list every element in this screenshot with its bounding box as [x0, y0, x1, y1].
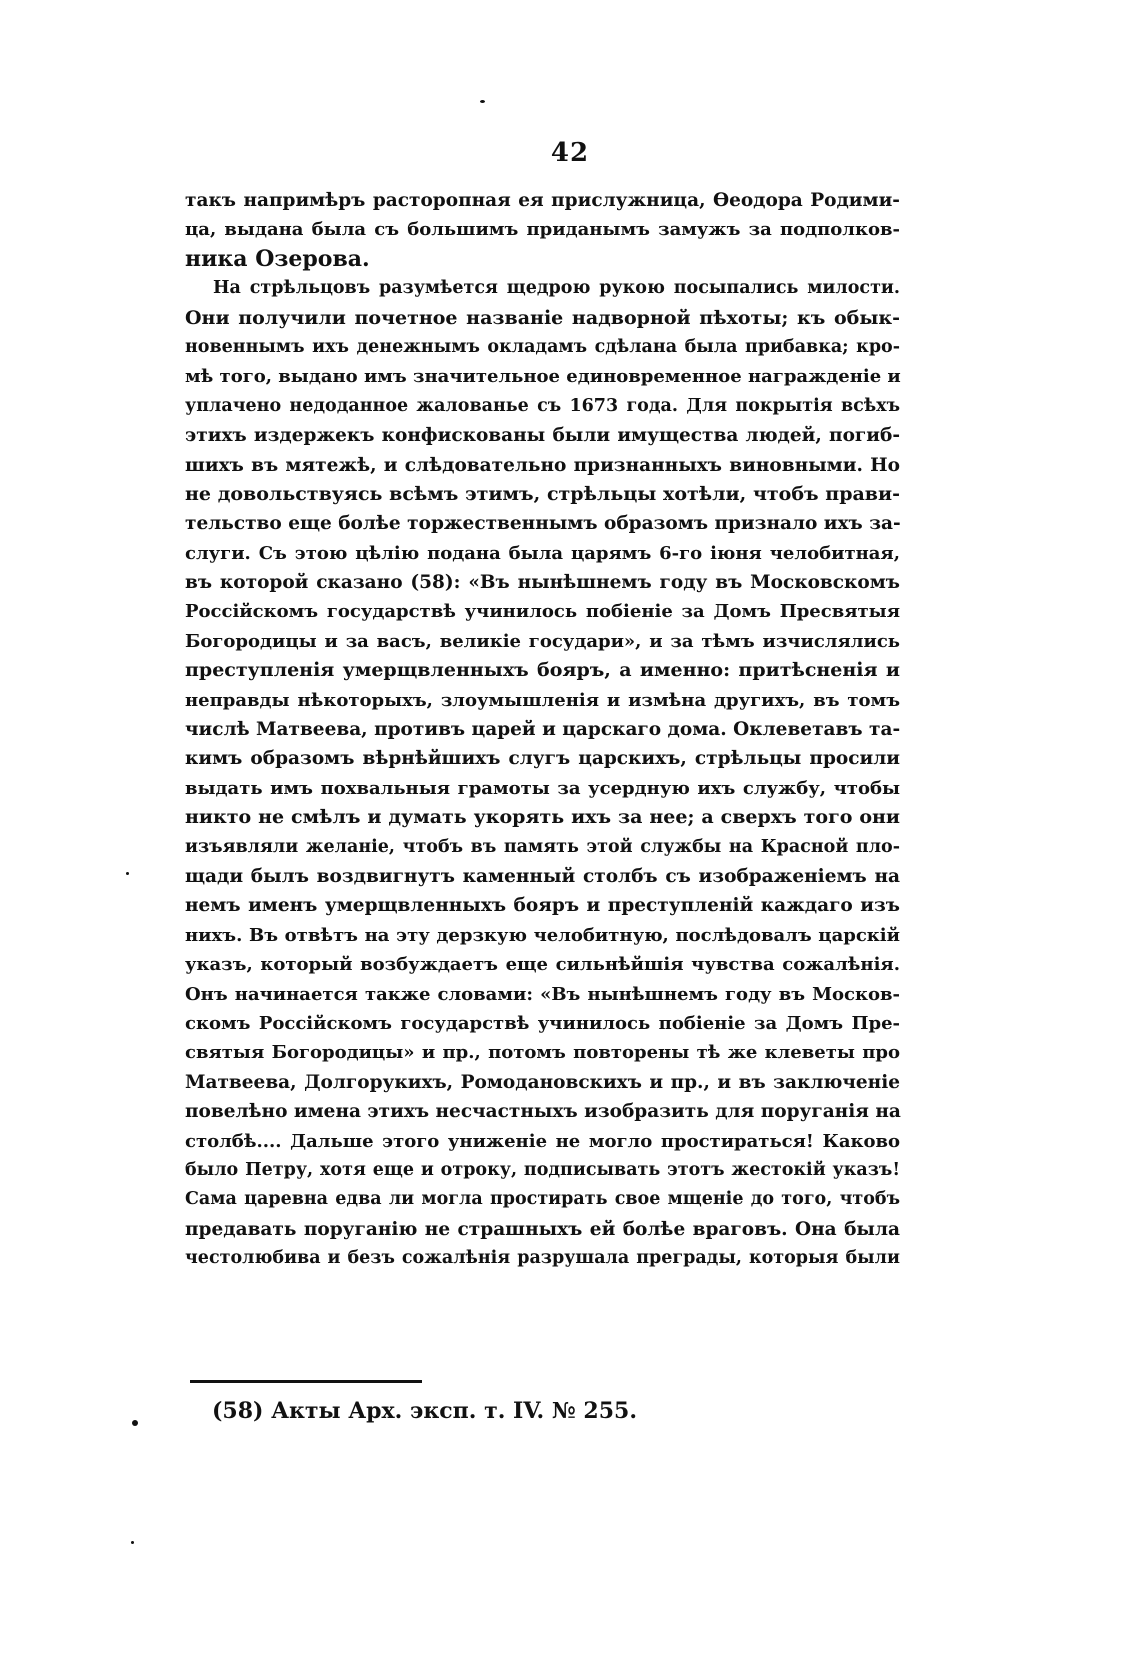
text-line: честолюбива и безъ сожалѣнія разрушала преграды, которыя были	[185, 1248, 900, 1269]
text-line: Россійскомъ государствѣ учинилось побіеніе за Домъ Пресвятыя	[185, 601, 900, 623]
text-line: щади былъ воздвигнутъ каменный столбъ съ изображеніемъ на	[185, 865, 900, 887]
text-line: тельство еще болѣе торжественнымъ образомъ признало ихъ за-	[185, 513, 901, 535]
text-line: никто не смѣлъ и думать укорять ихъ за нее; а сверхъ того они	[185, 806, 900, 829]
text-line: этихъ издержекъ конфискованы были имущества людей, погиб-	[185, 425, 900, 447]
text-line: Матвеева, Долгорукихъ, Ромодановскихъ и пр., и въ заключеніе	[185, 1071, 900, 1093]
text-line: Они получили почетное названіе надворной пѣхоты; къ обык-	[185, 306, 900, 329]
text-line: не довольствуясь всѣмъ этимъ, стрѣльцы хотѣли, чтобъ прави-	[185, 482, 900, 505]
text-line: изъявляли желаніе, чтобъ въ память этой службы на Красной пло-	[185, 836, 900, 857]
text-line: мѣ того, выдано имъ значительное единовременное награжденіе и	[185, 366, 901, 388]
text-line: Сама царевна едва ли могла простирать свое мщеніе до того, чтобъ	[185, 1189, 900, 1210]
text-line: новеннымъ ихъ денежнымъ окладамъ сдѣлана была прибавка; кро-	[185, 336, 900, 357]
scan-speck	[126, 872, 129, 875]
text-line: столбѣ.... Дальше этого униженіе не могло простираться! Каково	[185, 1130, 900, 1152]
text-line: неправды нѣкоторыхъ, злоумышленія и измѣна другихъ, въ томъ	[185, 689, 900, 711]
text-line: слуги. Съ этою цѣлію подана была царямъ 6-го іюня челобитная,	[185, 542, 900, 564]
text-line: числѣ Матвеева, противъ царей и царскаго дома. Оклеветавъ та-	[185, 719, 901, 741]
body-text	[185, 186, 900, 1273]
text-line: въ которой сказано (58): «Въ нынѣшнемъ году въ Московскомъ	[185, 572, 900, 594]
text-line: предавать поруганію не страшныхъ ей болѣе враговъ. Она была	[185, 1218, 900, 1240]
text-line: указъ, который возбуждаетъ еще сильнѣйшія чувства сожалѣнія.	[185, 954, 900, 976]
text-line: святыя Богородицы» и пр., потомъ повторены тѣ же клеветы про	[185, 1042, 900, 1064]
text-line: скомъ Россійскомъ государствѣ учинилось побіеніе за Домъ Пре-	[185, 1012, 900, 1034]
page-number: 42	[550, 138, 590, 168]
text-line: уплачено недоданное жалованье съ 1673 года. Для покрытія всѣхъ	[185, 395, 900, 416]
text-line: нихъ. Въ отвѣтъ на эту дерзкую челобитную, послѣдовалъ царскій	[185, 924, 900, 946]
text-line: повелѣно имена этихъ несчастныхъ изобразить для поруганія на	[185, 1101, 901, 1123]
text-line: На стрѣльцовъ разумѣется щедрою рукою посыпались милости.	[213, 278, 900, 299]
text-line: было Петру, хотя еще и отроку, подписывать этотъ жестокій указъ!	[185, 1159, 900, 1180]
text-line: ца, выдана была съ большимъ приданымъ замужъ за подполков-	[185, 219, 900, 241]
text-line: немъ именъ умерщвленныхъ бояръ и преступленій каждаго изъ	[185, 895, 900, 917]
text-line: кимъ образомъ вѣрнѣйшихъ слугъ царскихъ, стрѣльцы просили	[185, 748, 900, 770]
footnote-divider	[190, 1380, 422, 1383]
text-line: выдать имъ похвальныя грамоты за усердную ихъ службу, чтобы	[185, 777, 900, 799]
text-line: шихъ въ мятежѣ, и слѣдовательно признанныхъ виновными. Но	[185, 454, 900, 476]
text-line: преступленія умерщвленныхъ бояръ, а именно: притѣсненія и	[185, 659, 900, 682]
footnote: (58) Акты Арх. эксп. т. IV. № 255.	[212, 1398, 638, 1424]
text-line: ника Озерова.	[185, 245, 370, 272]
scan-speck	[132, 1420, 138, 1426]
text-line: такъ напримѣръ расторопная ея прислужница, Өеодора Родими-	[185, 190, 900, 211]
text-line: Богородицы и за васъ, великіе государи», и за тѣмъ изчислялись	[185, 630, 900, 652]
scan-speck	[131, 1541, 134, 1544]
scan-speck	[480, 100, 485, 103]
text-line: Онъ начинается также словами: «Въ нынѣшнемъ году въ Москов-	[185, 983, 900, 1005]
